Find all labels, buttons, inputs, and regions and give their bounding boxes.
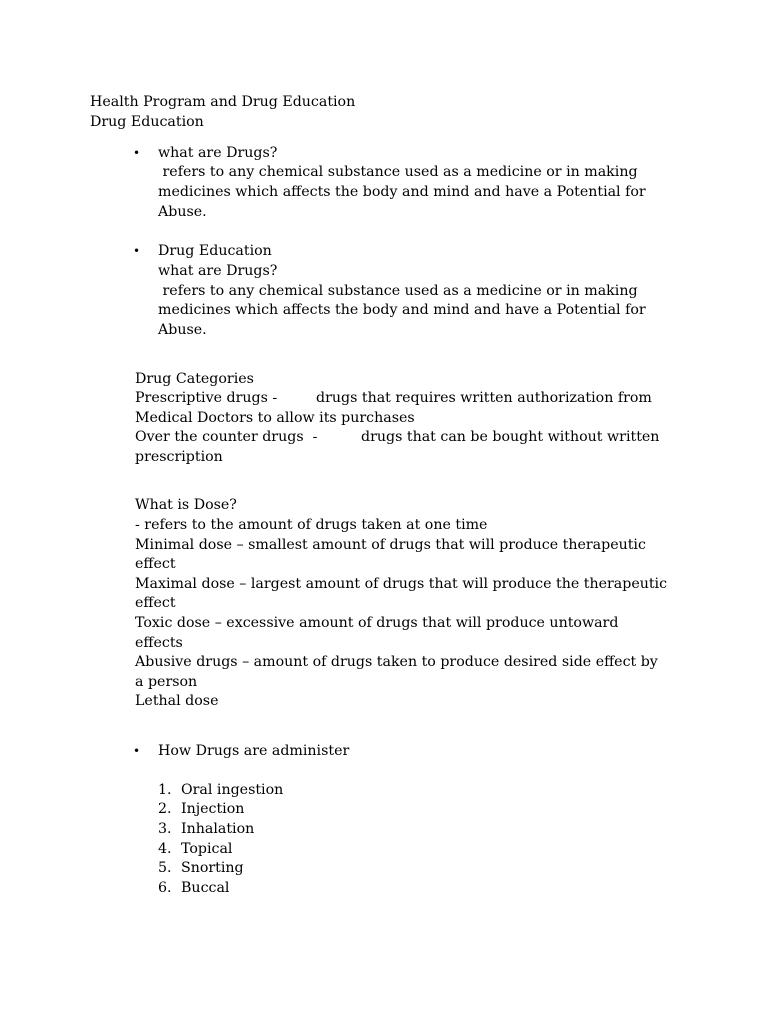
document-subtitle: Drug Education xyxy=(90,114,204,130)
section2-heading: Drug Education xyxy=(158,243,272,259)
section1-line: Abuse. xyxy=(158,204,207,220)
prescriptive-definition: drugs that requires written authorization from xyxy=(316,390,652,406)
otc-definition-cont: prescription xyxy=(135,449,223,465)
administer-heading: How Drugs are administer xyxy=(158,743,350,759)
dose-line: Maximal dose – largest amount of drugs that will produce the therapeutic xyxy=(135,576,668,592)
list-item-number: 3. xyxy=(158,821,172,837)
categories-heading: Drug Categories xyxy=(135,371,254,387)
bullet-icon: • xyxy=(133,146,141,160)
bullet-icon: • xyxy=(133,244,141,258)
list-item: Injection xyxy=(181,801,245,817)
dose-line: Toxic dose – excessive amount of drugs that will produce untoward xyxy=(135,615,619,631)
dose-line: effect xyxy=(135,556,176,572)
list-item-number: 2. xyxy=(158,801,172,817)
bullet-icon: • xyxy=(133,744,141,758)
section2-line: medicines which affects the body and mind and have a Potential for xyxy=(158,302,646,318)
section1-line: medicines which affects the body and mind and have a Potential for xyxy=(158,184,646,200)
otc-definition: drugs that can be bought without written xyxy=(361,429,660,445)
list-item: Buccal xyxy=(181,880,230,896)
dose-line: Lethal dose xyxy=(135,693,219,709)
list-item-number: 5. xyxy=(158,860,172,876)
list-item-number: 6. xyxy=(158,880,172,896)
section2-line: refers to any chemical substance used as a medicine or in making xyxy=(158,283,638,299)
list-item: Oral ingestion xyxy=(181,782,284,798)
dose-heading: What is Dose? xyxy=(135,497,237,513)
list-item: Topical xyxy=(181,841,233,857)
dose-line: effect xyxy=(135,595,176,611)
section1-heading: what are Drugs? xyxy=(158,145,278,161)
dose-line: Abusive drugs – amount of drugs taken to produce desired side effect by xyxy=(135,654,658,670)
dose-line: a person xyxy=(135,674,198,690)
list-item: Snorting xyxy=(181,860,244,876)
list-item: Inhalation xyxy=(181,821,255,837)
list-item-number: 1. xyxy=(158,782,172,798)
dose-line: - refers to the amount of drugs taken at one time xyxy=(135,517,488,533)
dose-line: effects xyxy=(135,635,183,651)
section2-subheading: what are Drugs? xyxy=(158,263,278,279)
document-title: Health Program and Drug Education xyxy=(90,94,356,110)
list-item-number: 4. xyxy=(158,841,172,857)
prescriptive-definition-cont: Medical Doctors to allow its purchases xyxy=(135,410,415,426)
section2-line: Abuse. xyxy=(158,322,207,338)
section1-line: refers to any chemical substance used as a medicine or in making xyxy=(158,164,638,180)
otc-term: Over the counter drugs - xyxy=(135,429,318,445)
prescriptive-term: Prescriptive drugs - xyxy=(135,390,278,406)
dose-line: Minimal dose – smallest amount of drugs that will produce therapeutic xyxy=(135,537,646,553)
